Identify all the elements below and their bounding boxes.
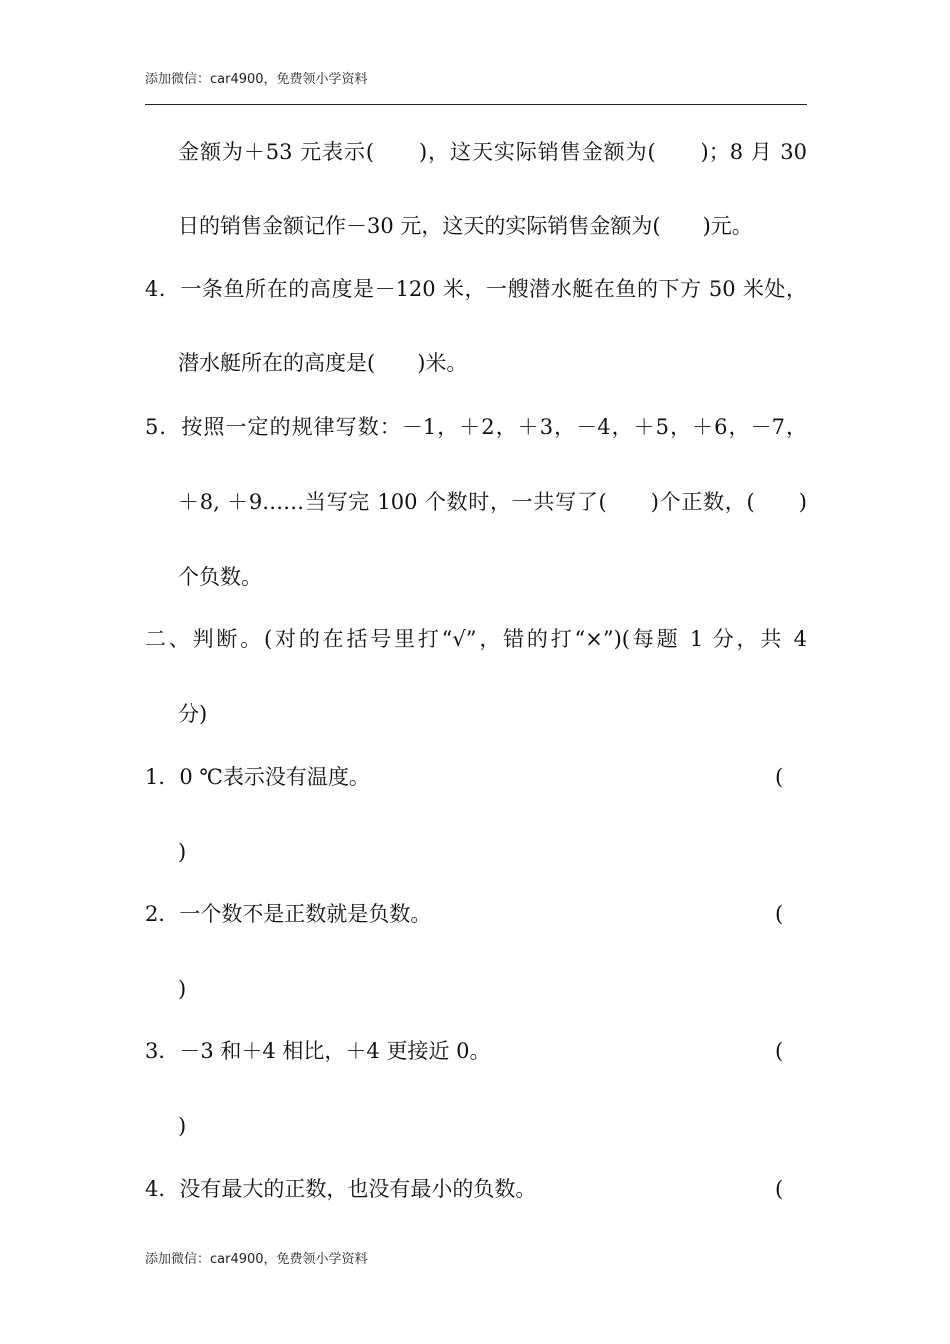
question-4-continued: 潜水艇所在的高度是( )米。 bbox=[178, 351, 468, 375]
section-2-heading-end: 分) bbox=[178, 702, 208, 726]
judge-answer-close-1: ) bbox=[178, 840, 187, 864]
judge-answer-open-1: ( bbox=[775, 765, 784, 789]
page-footer-watermark: 添加微信：car4900，免费领小学资料 bbox=[145, 1252, 368, 1267]
fill-line-2: 日的销售金额记作－30 元，这天的实际销售金额为( )元。 bbox=[178, 214, 753, 238]
judge-answer-close-3: ) bbox=[178, 1114, 187, 1138]
judge-question-4: 4．没有最大的正数，也没有最小的负数。 bbox=[145, 1177, 537, 1201]
judge-answer-open-2: ( bbox=[775, 902, 784, 926]
judge-question-2: 2．一个数不是正数就是负数。 bbox=[145, 902, 432, 926]
header-divider bbox=[145, 104, 807, 105]
question-5: 5．按照一定的规律写数：－1，＋2，＋3，－4，＋5，＋6，－7， bbox=[145, 415, 807, 439]
question-4: 4．一条鱼所在的高度是－120 米，一艘潜水艇在鱼的下方 50 米处， bbox=[145, 277, 807, 301]
judge-answer-close-2: ) bbox=[178, 977, 187, 1001]
judge-answer-open-4: ( bbox=[775, 1177, 784, 1201]
page-header-watermark: 添加微信：car4900，免费领小学资料 bbox=[145, 72, 368, 87]
judge-question-3: 3．－3 和＋4 相比，＋4 更接近 0。 bbox=[145, 1039, 491, 1063]
judge-answer-open-3: ( bbox=[775, 1039, 784, 1063]
question-5-end: 个负数。 bbox=[178, 565, 262, 589]
fill-line-1: 金额为＋53 元表示( )，这天实际销售金额为( )；8 月 30 bbox=[178, 140, 807, 164]
section-2-heading: 二、判断。(对的在括号里打“√”，错的打“×”)(每题 1 分，共 4 bbox=[145, 627, 807, 651]
question-5-continued: ＋8, ＋9……当写完 100 个数时，一共写了( )个正数，( ) bbox=[178, 490, 807, 514]
judge-question-1: 1．0 ℃表示没有温度。 bbox=[145, 765, 370, 789]
